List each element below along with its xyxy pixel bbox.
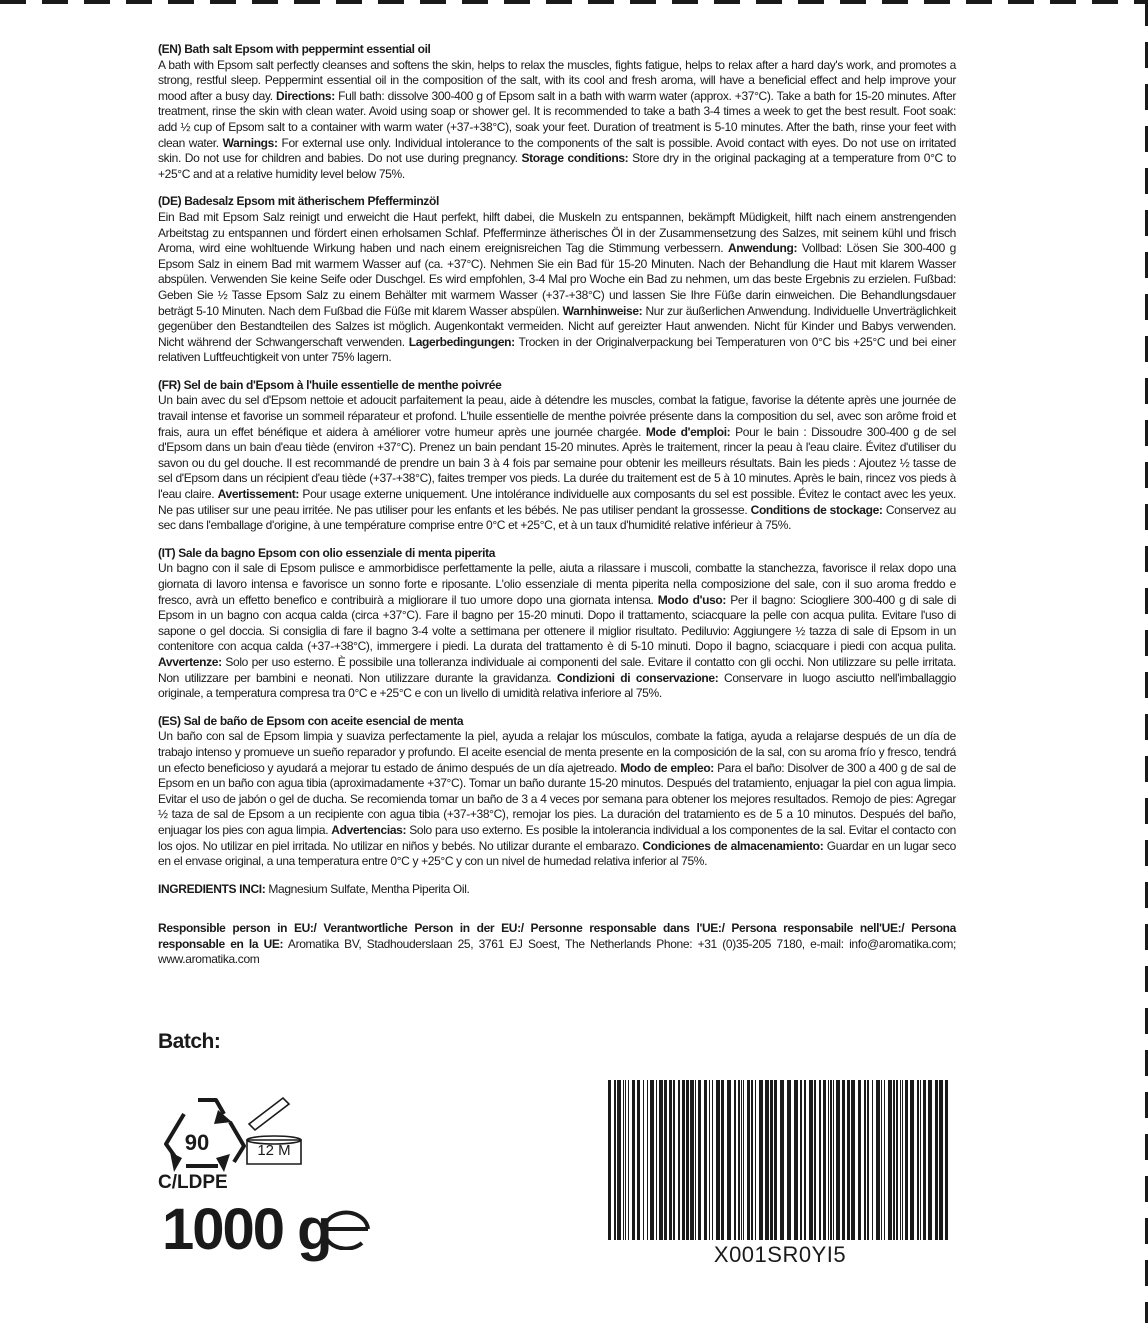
- section-text: Solo para uso externo. Es posible la intolerancia individual a los componentes de la sal. Evitar el contacto con los ojos. No utilizar en piel irritada. No utilizar en niños y bebés. No utilizar durante el embarazo.: [158, 822, 956, 853]
- section-text: Ein Bad mit Epsom Salz reinigt und erweicht die Haut perfekt, hilft dabei, die Muskeln zu entspannen, bekämpft Müdigkeit, hilft nach einem anstrengenden Arbeitstag zu entspannen und fördert einen erholsamen Schlaf. Pfefferminze ätherisches Öl in der Zusammensetzung des Salzes, mit seinem kühl und frisch Aroma, wird eine wohltuende Wirkung haben und nach einem ereignisreichen Tag die Stimmung verbessern.: [158, 209, 956, 256]
- section-heading-inline: Avvertenze:: [158, 654, 222, 669]
- section-heading-inline: Directions:: [276, 88, 335, 103]
- recycling-code: 90: [184, 1130, 210, 1155]
- language-section: [158, 194, 956, 366]
- section-heading-inline: Anwendung:: [727, 241, 798, 256]
- section-text: Nur zur äußerlichen Anwendung. Individuelle Unverträglichkeit gegenüber den Bestandteilen des Salzes ist möglich. Augenkontakt vermeiden. Nicht auf gereizter Haut anwenden. Nicht für Kinder und Babys verwenden. Nicht während der Schwangerschaft verwenden.: [158, 303, 956, 349]
- section-heading-inline: Warnhinweise:: [562, 303, 643, 318]
- section-heading-inline: Avertissement:: [217, 487, 299, 502]
- net-weight: 1000 g: [162, 1197, 331, 1262]
- section-body: [158, 58, 956, 183]
- section-heading-inline: Condizioni di conservazione:: [556, 670, 719, 685]
- language-section: [158, 546, 956, 702]
- section-heading-inline: Lagerbedingungen:: [408, 334, 515, 349]
- section-text: Guardar en un lugar seco en el envase original, a una temperatura entre 0°C y +25°C y con un nivel de humedad relativa inferior al 75%.: [158, 838, 956, 869]
- section-title: (FR) Sel de bain d'Epsom à l'huile essentielle de menthe poivrée: [158, 377, 502, 392]
- section-heading-inline: Modo de empleo:: [620, 760, 714, 775]
- recycling-material: C/LDPE: [158, 1172, 228, 1193]
- cut-line-top: [0, 0, 1148, 4]
- section-text: Conservare in luogo asciutto nell'imballaggio originale, a temperatura compresa tra 0°C e +25°C e con un livello di umidità relativa inferiore al 75%.: [158, 670, 956, 701]
- language-sections: [158, 42, 956, 870]
- section-heading-inline: Warnings:: [222, 135, 278, 150]
- section-heading-inline: Modo d'uso:: [657, 592, 727, 607]
- section-body: [158, 561, 956, 701]
- section-title: (DE) Badesalz Epsom mit ätherischem Pfefferminzöl: [158, 194, 439, 209]
- barcode-icon: [604, 1080, 956, 1240]
- responsible-label: Responsible person in EU:/ Verantwortliche Person in der EU:/ Personne responsable dans l'UE:/ Persona responsabile nell'UE:/ Persona responsable en la UE:: [158, 921, 956, 951]
- section-text: Vollbad: Lösen Sie 300-400 g Epsom Salz in einem Bad mit warmem Wasser auf (ca. +37°C). Nehmen Sie ein Bad für 15-20 Minuten. Nach der Behandlung die Haut mit klarem Wasser abspülen. Verwenden Sie keine Seife oder Duschgel. Es wird empfohlen, 3-4 Mal pro Woche ein Bad zu nehmen, um das beste Ergebnis zu erzielen. Fußbad: Geben Sie ½ Tasse Epsom Salz zu einem Behälter mit warmem Wasser (+37-+38°C) und lassen Sie Ihre Füße darin einweichen. Die Behandlungsdauer beträgt 5-10 Minuten. Nach dem Fußbad die Füße mit klarem Wasser abspülen.: [158, 241, 956, 318]
- section-title: (EN) Bath salt Epsom with peppermint essential oil: [158, 42, 431, 56]
- section-text: Solo per uso esterno. È possibile una tolleranza individuale ai componenti del sale. Evitare il contatto con gli occhi. Non utilizzare su pelle irritata. Non utilizzare per bambini e neonati. Non utilizzare durante la gravidanza.: [158, 654, 956, 685]
- section-body: [158, 210, 956, 366]
- section-text: Para el baño: Disolver de 300 a 400 g de sal de Epsom en un baño con agua tibia (aproximadamente +37°C). Tomar un baño durante 15-20 minutos. Después del tratamiento, enjuagar la piel con agua limpia. Evitar el uso de jabón o gel de ducha. Se recomienda tomar un baño de 3 a 4 veces por semana para obtener los mejores resultados. Remojo de pies: Agregar ½ taza de sal de Epsom a un recipiente con agua tibia (+37-+38°C), remojar los pies. La duración del tratamiento es de 5 a 10 minutos. Después del baño, enjuagar los pies con agua limpia.: [158, 760, 957, 837]
- language-section: [158, 378, 956, 534]
- section-body: [158, 393, 956, 533]
- section-title: (ES) Sal de baño de Epsom con aceite esencial de menta: [158, 713, 464, 728]
- section-heading-inline: Advertencias:: [331, 822, 407, 837]
- language-section: [158, 42, 956, 182]
- section-text: Un bain avec du sel d'Epsom nettoie et adoucit parfaitement la peau, aide à détendre les muscles, combat la fatigue, favorise la détente après une journée de travail intense et favorise un sommeil réparateur et profond. L'huile essentielle de menthe poivrée présente dans la composition du sel, avec son arôme froid et frais, aura un effet bénéfique et aidera à améliorer votre humeur après une journée chargée.: [158, 393, 956, 439]
- section-heading-inline: Condiciones de almacenamiento:: [642, 838, 824, 853]
- section-title: (IT) Sale da bagno Epsom con olio essenziale di menta piperita: [158, 545, 496, 560]
- batch-label: Batch:: [158, 1030, 221, 1053]
- language-section: [158, 714, 956, 870]
- section-text: Trocken in der Originalverpackung bei Temperaturen von 0°C bis +25°C und bei einer relativen Luftfeuchtigkeit von unter 75% lagern.: [158, 334, 956, 365]
- section-text: Pour usage externe uniquement. Une intolérance individuelle aux composants du sel est possible. Évitez le contact avec les yeux. Ne pas utiliser sur une peau irritée. Ne pas utiliser pour les enfants et les bébés. Ne pas utiliser pendant la grossesse.: [158, 487, 956, 517]
- ingredients-label: INGREDIENTS INCI:: [158, 881, 266, 896]
- section-heading-inline: Mode d'emploi:: [645, 424, 731, 439]
- section-text: Un baño con sal de Epsom limpia y suaviza perfectamente la piel, ayuda a relajar los músculos, combate la fatiga, ayuda a relajarse después de un día de trabajo intenso y promueve un sueño reparador y profundo. El aceite esencial de menta presente en la composición de la sal, con su aroma frío y fresco, tendrá un efecto beneficioso y ayudará a mejorar tu estado de ánimo después de un día ajetreado.: [158, 729, 956, 775]
- pao-label: 12 M: [257, 1142, 291, 1159]
- barcode-text: X001SR0YI5: [713, 1242, 847, 1267]
- ingredients-value: Magnesium Sulfate, Mentha Piperita Oil.: [265, 881, 470, 896]
- section-text: Pour le bain : Dissoudre 300-400 g de sel d'Epsom dans un bain d'eau tiède (environ +37°C). Prenez un bain pendant 15-20 minutes. Après le traitement, rincer la peau à l'eau claire. Évitez d'utiliser du savon ou du gel douche. Il est recommandé de prendre un bain 3 à 4 fois par semaine pour obtenir les meilleurs résultats. Bain les pieds : Ajoutez ½ tasse de sel d'Epsom dans un récipient d'eau tiède (+37-+38°C), faites tremper vos pieds. La durée du traitement est de 5 à 10 minutes. Après le bain, rincez vos pieds à l'eau claire.: [158, 424, 956, 502]
- section-heading-inline: Storage conditions:: [521, 151, 629, 166]
- section-text: Conservez au sec dans l'emballage d'origine, à une température comprise entre 0°C et +25°C, et à un taux d'humidité relative inférieur à 75%.: [158, 502, 956, 533]
- section-text: Store dry in the original packaging at a temperature from 0°C to +25°C and at a relative humidity level below 75%.: [158, 151, 956, 181]
- section-text: Per il bagno: Sciogliere 300-400 g di sale di Epsom in un bagno con acqua calda (circa +37°C). Fare il bagno per 15-20 minuti. Dopo il trattamento, sciacquare la pelle con acqua pulita. Evitare l'uso di sapone o gel doccia. Si consiglia di fare il bagno 3-4 volte a settimana per ottenere il miglior risultato. Pediluvio: Aggiungere ½ tazza di sale di Epsom in un contenitore con acqua calda (+37-+38°C), immergere i piedi. La durata del trattamento è di 5-10 minuti. Dopo il bagno, sciacquare i piedi con acqua pulita.: [158, 592, 957, 654]
- responsible-value: Aromatika BV, Stadhouderslaan 25, 3761 EJ Soest, The Netherlands Phone: +31 (0)35-205 7180, e-mail: info@aromatika.com; www.aromatika.com: [158, 936, 956, 967]
- section-text: Un bagno con il sale di Epsom pulisce e ammorbidisce perfettamente la pelle, aiuta a rilassare i muscoli, combatte la stanchezza, favorisce il relax dopo una giornata di lavoro intensa e favorisce un sonno forte e riposante. L'olio essenziale di menta piperita nella composizione del sale, con il suo aroma freddo e fresco, avrà un effetto benefico e contribuirà a migliorare il tuo umore dopo una giornata intensa.: [158, 561, 956, 607]
- label-text: [158, 42, 956, 980]
- section-text: Full bath: dissolve 300-400 g of Epsom salt in a bath with warm water (approx. +37°C). Take a bath for 15-20 minutes. After treatment, rinse the skin with clean water. Avoid using soap or shower gel. It is recommended to take a bath 3-4 times a week to get the best result. Foot soak: add ½ cup of Epsom salt to a container with warm water (+37-+38°C), soak your feet. Duration of treatment is 5-10 minutes. After the bath, rinse your feet with clean water.: [158, 88, 956, 150]
- section-text: A bath with Epsom salt perfectly cleanses and softens the skin, helps to relax the muscles, fights fatigue, helps to relax after a hard day's work, and promotes a strong, restful sleep. Peppermint essential oil in the composition of the salt, with its cool and fresh aroma, will have a beneficial effect and help improve your mood after a busy day.: [158, 57, 956, 103]
- section-heading-inline: Conditions de stockage:: [750, 502, 883, 517]
- section-body: [158, 729, 956, 869]
- responsible-person: [158, 921, 956, 968]
- section-text: For external use only. Individual intolerance to the components of the salt is possible. Avoid contact with eyes. Do not use on irritated skin. Do not use for children and babies. Do not use during pregnancy.: [158, 135, 956, 166]
- e-mark-icon: [318, 1208, 374, 1250]
- ingredients: [158, 882, 956, 898]
